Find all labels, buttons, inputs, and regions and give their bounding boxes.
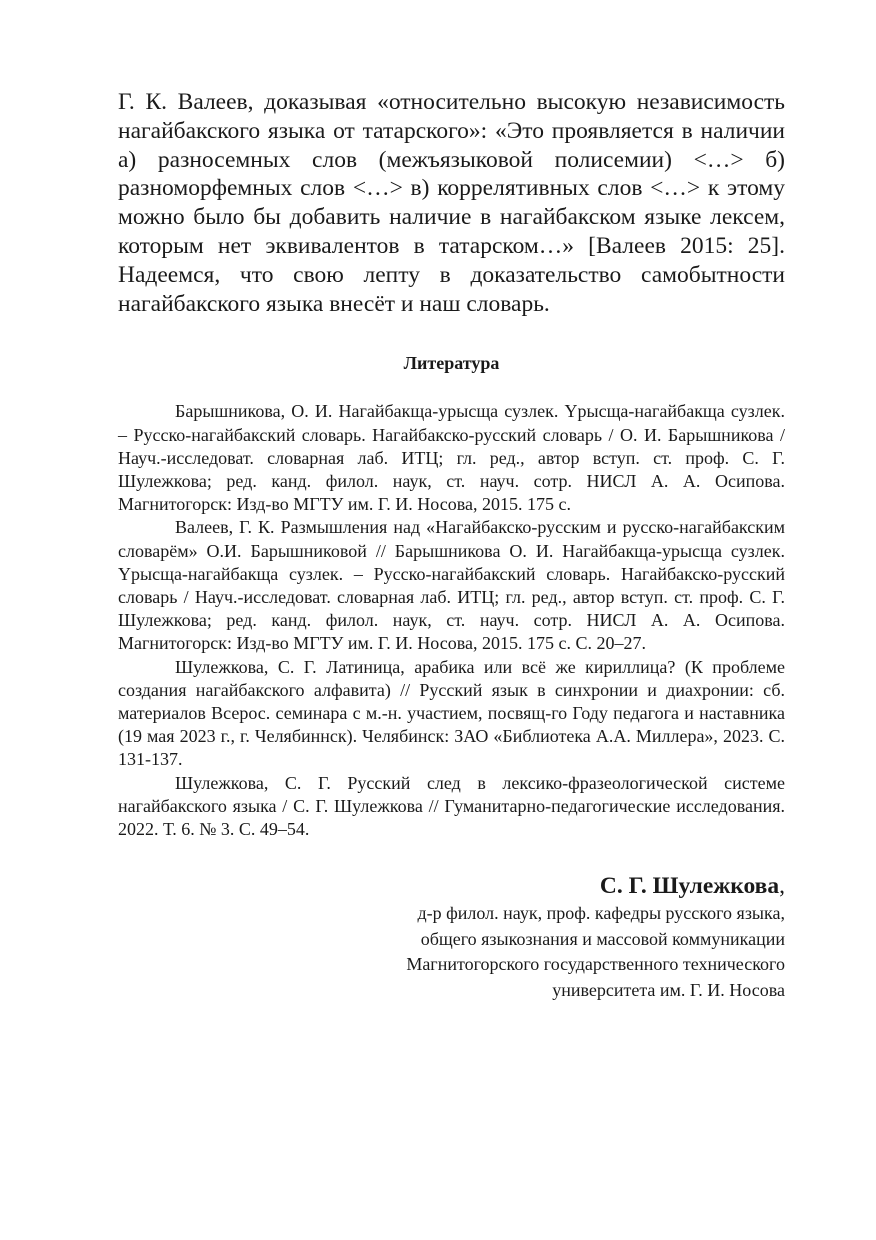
author-name-suffix: , [779,873,785,900]
references-heading: Литература [403,353,500,374]
reference-item: Барышникова, О. И. Нагайбакща-урысща сузлек. Үрысща-нагайбакща сузлек. – Русско-нагайбакский словарь. Нагайбакско-русский словарь / О. И. Барышникова / Науч.-исследоват. словарная лаб. ИТЦ; гл. ред., автор вступ. ст. проф. С. Г. Шулежкова; ред. канд. филол. наук, ст. науч. сотр. НИСЛ А. А. Осипова. Магнитогорск: Изд-во МГТУ им. Г. И. Носова, 2015. 175 с. [118,401,785,515]
author-affiliation-line: д-р филол. наук, проф. кафедры русского языка, [417,903,785,924]
references-list [118,400,785,841]
author-affiliation-line: общего языкознания и массовой коммуникации [420,928,785,949]
author-affiliation-line: Магнитогорского государственного технического [406,954,785,975]
main-paragraph: Г. К. Валеев, доказывая «относительно высокую независимость нагайбакского языка от татарского»: «Это проявляется в наличии а) разносемных слов (межъязыковой полисемии) <…> б) разноморфемных слов <…> в) коррелятивных слов <…> к этому можно было бы добавить наличие в нагайбакском языке лексем, которым нет эквивалентов в татарском…» [Валеев 2015: 25]. Надеемся, что свою лепту в доказательство самобытности нагайбакского языка внесёт и наш словарь. [118,89,785,317]
author-name: С. Г. Шулежкова [599,873,780,900]
reference-item: Шулежкова, С. Г. Латиница, арабика или всё же кириллица? (К проблеме создания нагайбакского алфавита) // Русский язык в синхронии и диахронии: сб. материалов Всерос. семинара с м.-н. участием, посвящ-го Году педагога и наставника (19 мая 2023 г., г. Челябиннск). Челябинск: ЗАО «Библиотека А.А. Миллера», 2023. С. 131-137. [118,656,785,770]
reference-item: Шулежкова, С. Г. Русский след в лексико-фразеологической системе нагайбакского языка / С. Г. Шулежкова // Гуманитарно-педагогические исследования. 2022. Т. 6. № 3. С. 49–54. [118,772,785,840]
author-block [118,871,785,1003]
page [118,88,785,1003]
author-name-line [118,871,785,901]
author-affiliation-line: университета им. Г. И. Носова [552,979,785,1000]
reference-item: Валеев, Г. К. Размышления над «Нагайбакско-русским и русско-нагайбакским словарём» О.И. Барышниковой // Барышникова О. И. Нагайбакща-урысща сузлек. Үрысща-нагайбакща сузлек. – Русско-нагайбакский словарь. Нагайбакско-русский словарь / Науч.-исследоват. словарная лаб. ИТЦ; гл. ред., автор вступ. ст. проф. С. Г. Шулежкова; ред. канд. филол. наук, ст. науч. сотр. НИСЛ А. А. Осипова. Магнитогорск: Изд-во МГТУ им. Г. И. Носова, 2015. 175 с. С. 20–27. [118,517,785,654]
